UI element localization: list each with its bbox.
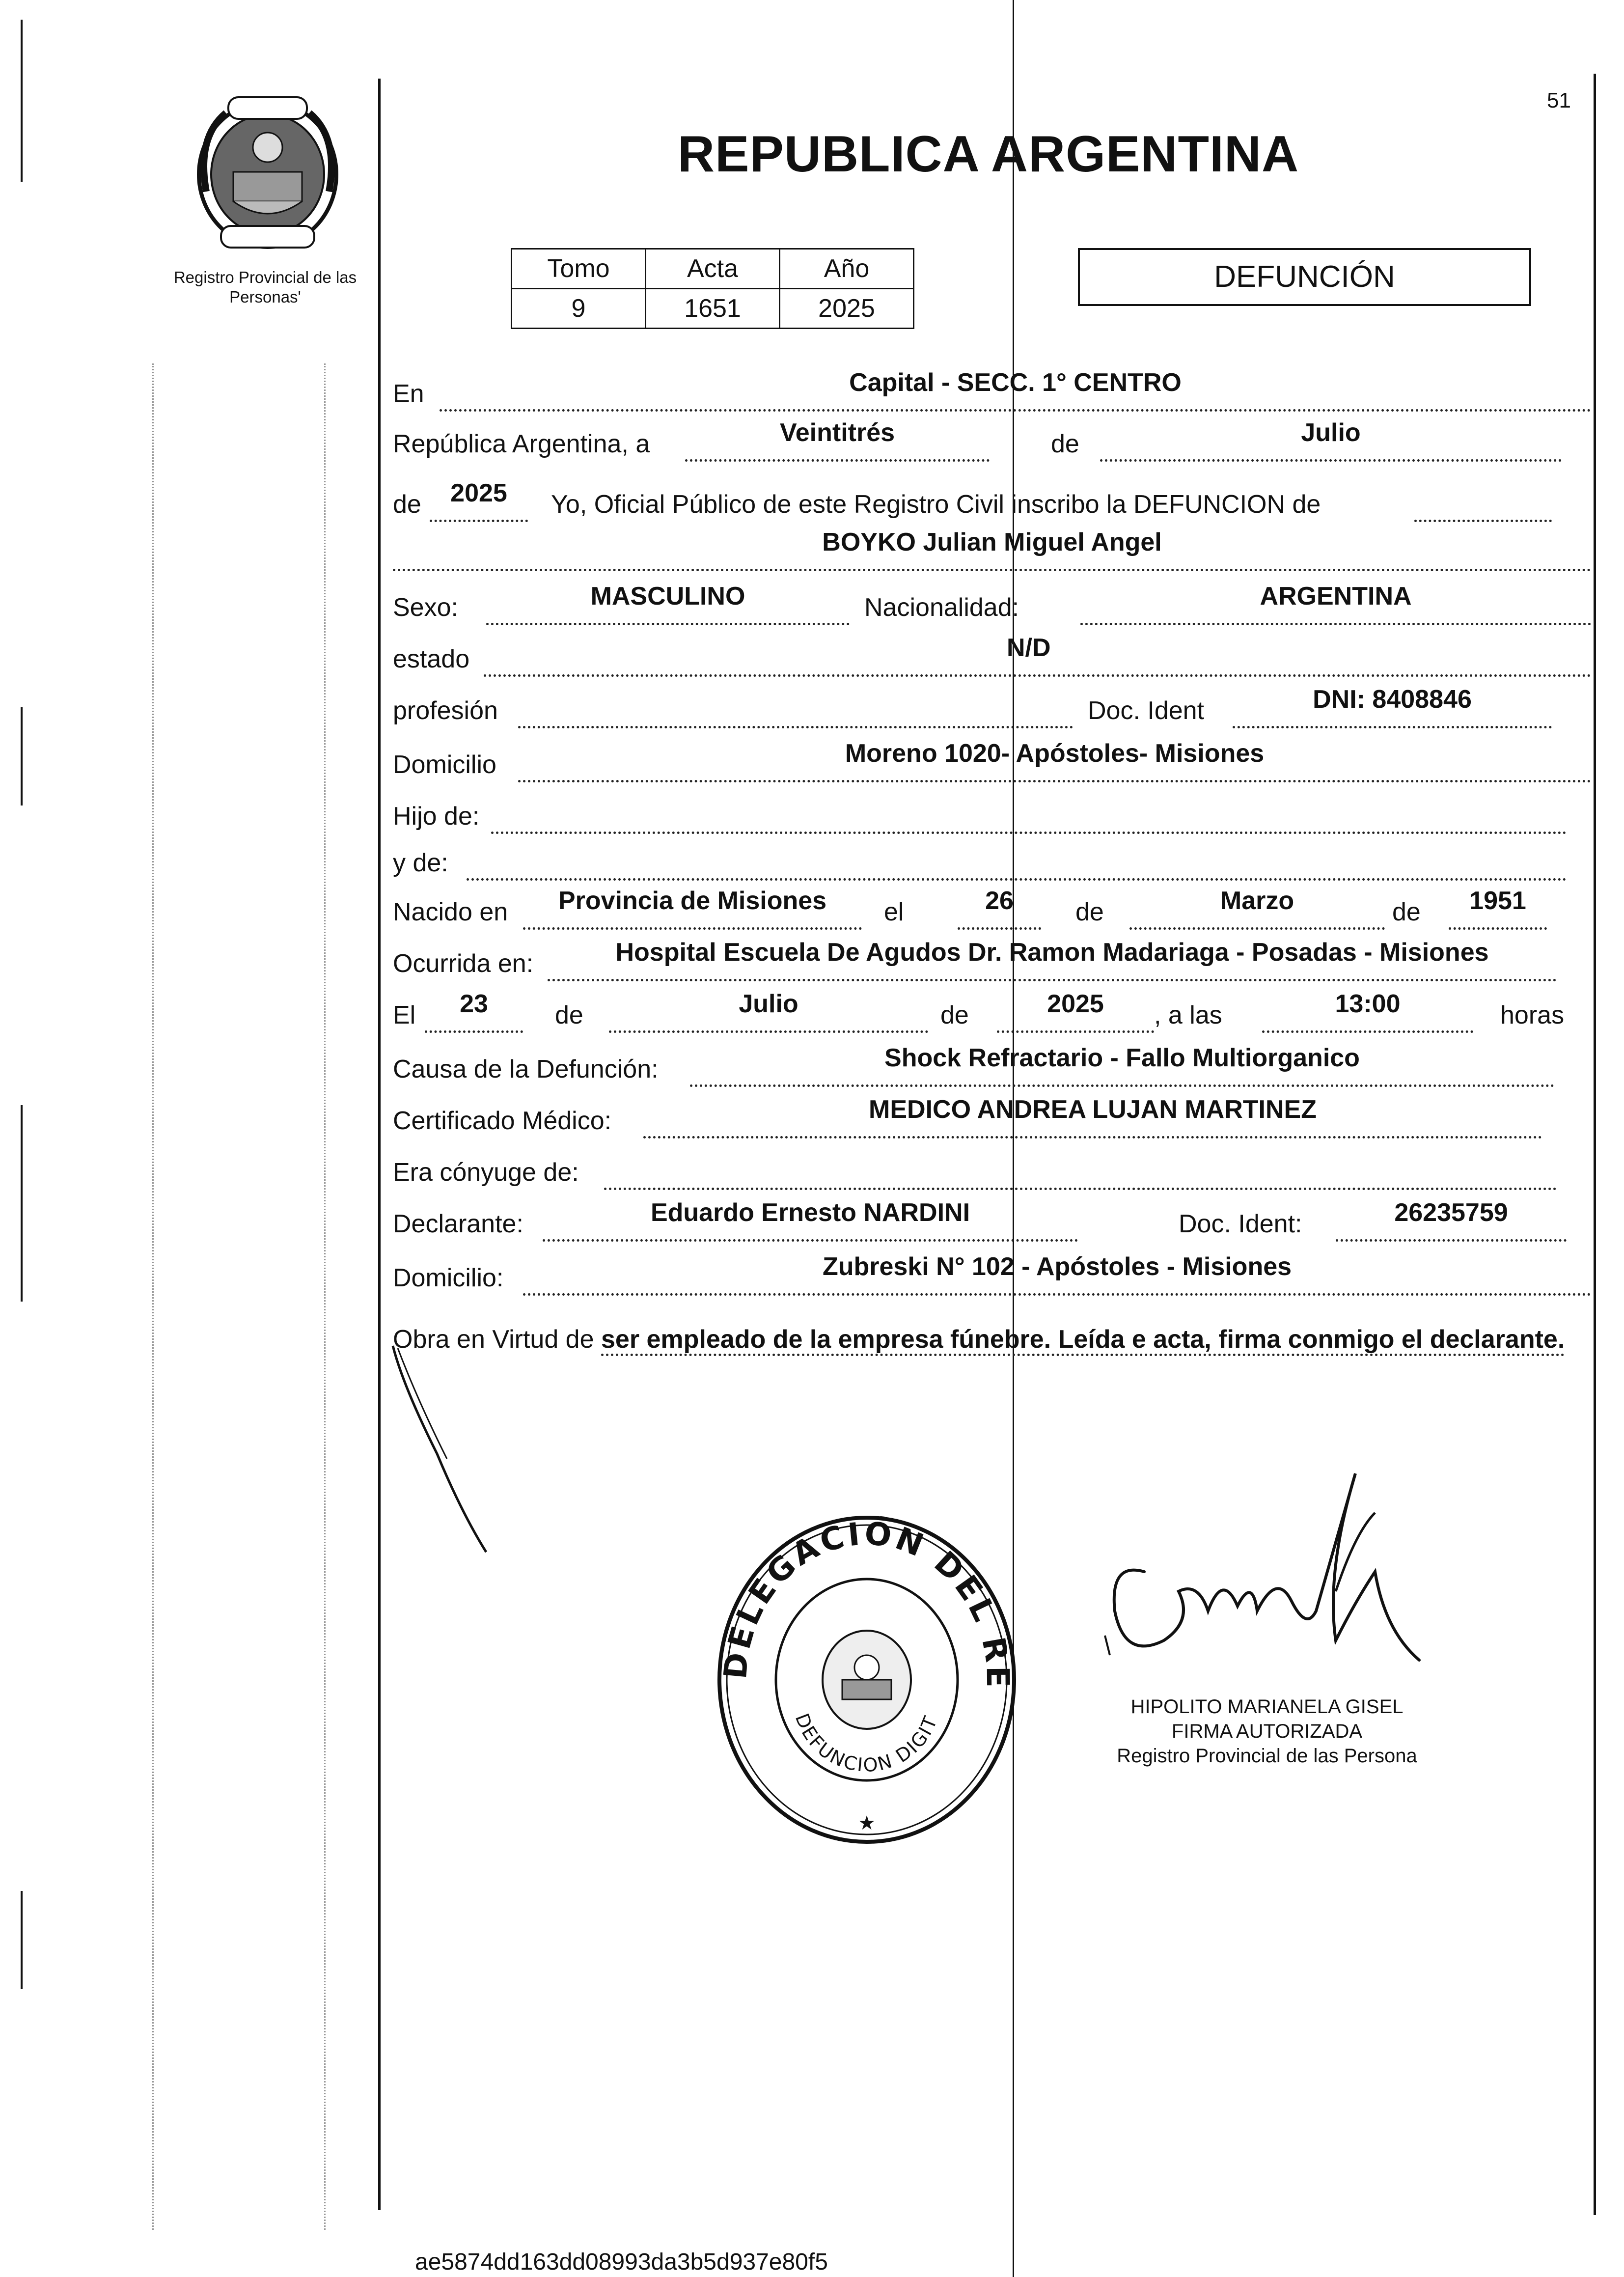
field-declarant <box>543 1198 1078 1242</box>
label-de: de <box>940 1001 969 1029</box>
value-death-time: 13:00 <box>1335 990 1401 1018</box>
field-place <box>440 368 1591 412</box>
ref-value-tomo: 9 <box>512 289 646 329</box>
label-de: de <box>1075 898 1104 926</box>
value-declarant-address: Zubreski N° 102 - Apóstoles - Misiones <box>822 1252 1292 1281</box>
signer-role: FIRMA AUTORIZADA <box>1171 1721 1363 1742</box>
field-cause <box>690 1044 1554 1087</box>
ref-header-anio: Año <box>780 249 914 289</box>
registry-seal <box>712 1510 1021 1849</box>
label-el: el <box>884 898 904 926</box>
value-birth-year: 1951 <box>1469 887 1526 915</box>
label-nacido-en: Nacido en <box>393 898 508 926</box>
row-parent1 <box>393 796 1591 840</box>
field-birth-place <box>523 887 862 930</box>
left-border-line <box>21 707 23 805</box>
field-birth-month <box>1129 887 1385 930</box>
value-day: Veintitrés <box>779 418 895 447</box>
value-birth-place: Provincia de Misiones <box>558 887 827 915</box>
margin-dots <box>324 363 326 2230</box>
label-domicilio: Domicilio <box>393 750 496 779</box>
seal-star: ★ <box>858 1812 876 1834</box>
ref-header-acta: Acta <box>646 249 780 289</box>
row-profession-doc <box>393 685 1591 734</box>
document-title: REPUBLICA ARGENTINA <box>678 126 1299 183</box>
row-deceased-name <box>393 528 1591 577</box>
field-day <box>685 418 990 462</box>
row-address <box>393 739 1591 788</box>
label-en: En <box>393 380 424 408</box>
document-hash: ae5874dd163dd08993da3b5d937e80f5 <box>415 2249 828 2275</box>
label-sexo: Sexo: <box>393 593 458 622</box>
reference-table <box>511 248 914 329</box>
value-birth-day: 26 <box>985 887 1014 915</box>
value-declarant: Eduardo Ernesto NARDINI <box>650 1198 970 1227</box>
field-marital-status <box>484 634 1591 677</box>
field-nationality <box>1080 582 1591 625</box>
row-marital-status <box>393 634 1591 683</box>
form-right-border <box>1594 74 1596 2215</box>
official-statement-text: Yo, Oficial Público de este Registro Civil inscribo la DEFUNCION de <box>551 490 1321 519</box>
value-doc-ident: DNI: 8408846 <box>1313 685 1472 714</box>
field-doc-ident <box>1233 685 1552 728</box>
field-spouse <box>604 1158 1557 1190</box>
field-parent1 <box>491 802 1567 834</box>
row-official-statement <box>393 479 1591 528</box>
label-doc-ident-declarant: Doc. Ident: <box>1179 1210 1302 1238</box>
field-name <box>393 528 1591 571</box>
signer-office: Registro Provincial de las Persona <box>1117 1745 1417 1767</box>
left-border-line <box>21 20 23 182</box>
label-de: de <box>1392 898 1421 926</box>
signer-name: HIPOLITO MARIANELA GISEL <box>1130 1696 1404 1718</box>
field-month <box>1100 418 1562 462</box>
field-death-month <box>609 990 928 1033</box>
value-death-day: 23 <box>460 990 488 1018</box>
field-birth-year <box>1449 887 1547 930</box>
label-hijo-de: Hijo de: <box>393 802 480 831</box>
field-parent2 <box>467 849 1567 881</box>
office-name: Registro Provincial de las Personas' <box>173 268 357 306</box>
field-profession <box>518 696 1073 728</box>
label-de-year: de <box>393 490 421 519</box>
row-death-place <box>393 938 1591 987</box>
value-year: 2025 <box>450 479 507 507</box>
value-name: BOYKO Julian Miguel Angel <box>822 528 1162 556</box>
label-republica: República Argentina, a <box>393 430 650 458</box>
label-conyuge: Era cónyuge de: <box>393 1158 579 1187</box>
signature-block <box>1080 1694 1454 1768</box>
value-place: Capital - SECC. 1° CENTRO <box>849 368 1182 397</box>
row-sex-nationality <box>393 582 1591 631</box>
handwritten-signature <box>1080 1444 1463 1719</box>
ref-value-anio: 2025 <box>780 289 914 329</box>
left-border-line <box>21 1105 23 1302</box>
page-number: 51 <box>1547 88 1571 112</box>
label-declarante: Declarante: <box>393 1210 523 1238</box>
act-type-box: DEFUNCIÓN <box>1078 248 1531 306</box>
value-cause: Shock Refractario - Fallo Multiorganico <box>884 1044 1360 1072</box>
label-obra: Obra en Virtud de <box>393 1325 594 1354</box>
field-death-place <box>548 938 1557 981</box>
label-a-las: , a las <box>1154 1001 1222 1029</box>
field-death-time <box>1262 990 1473 1033</box>
form-left-border <box>378 79 381 2210</box>
obra-paragraph <box>393 1321 1591 1358</box>
row-birth <box>393 887 1591 936</box>
label-ocurrida-en: Ocurrida en: <box>393 949 534 978</box>
field-declarant-doc <box>1336 1198 1567 1242</box>
field-death-year <box>997 990 1154 1033</box>
label-horas: horas <box>1500 1001 1565 1029</box>
row-spouse <box>393 1152 1591 1196</box>
margin-dots <box>152 363 154 2230</box>
row-place <box>393 368 1591 417</box>
label-nacionalidad: Nacionalidad: <box>864 593 1019 622</box>
label-profesion: profesión <box>393 696 498 725</box>
row-declarant <box>393 1198 1591 1248</box>
value-nationality: ARGENTINA <box>1260 582 1412 611</box>
ref-value-acta: 1651 <box>646 289 780 329</box>
value-declarant-doc: 26235759 <box>1394 1198 1508 1227</box>
label-de: de <box>555 1001 583 1029</box>
value-medical-certificate: MEDICO ANDREA LUJAN MARTINEZ <box>869 1095 1317 1124</box>
ref-header-tomo: Tomo <box>512 249 646 289</box>
field-year <box>430 479 528 522</box>
row-parent2 <box>393 842 1591 887</box>
provincial-coat-of-arms <box>187 93 349 250</box>
label-estado: estado <box>393 645 470 673</box>
pen-stroke <box>383 1326 501 1562</box>
label-certificado: Certificado Médico: <box>393 1107 612 1135</box>
label-y-de: y de: <box>393 849 448 877</box>
value-death-month: Julio <box>739 990 798 1018</box>
value-address: Moreno 1020- Apóstoles- Misiones <box>845 739 1265 768</box>
value-death-year: 2025 <box>1047 990 1104 1018</box>
value-birth-month: Marzo <box>1220 887 1294 915</box>
field-birth-day <box>958 887 1041 930</box>
label-doc-ident: Doc. Ident <box>1088 696 1205 725</box>
field-medical-certificate <box>643 1095 1542 1138</box>
value-obra: ser empleado de la empresa fúnebre. Leída e acta, firma conmigo el declarante. <box>601 1325 1565 1356</box>
field-death-day <box>425 990 523 1033</box>
field-address <box>518 739 1591 782</box>
field-continuation <box>1414 490 1552 522</box>
row-death-date <box>393 990 1591 1039</box>
value-death-place: Hospital Escuela De Agudos Dr. Ramon Madariaga - Posadas - Misiones <box>615 938 1489 967</box>
value-month: Julio <box>1301 418 1361 447</box>
seal-inner-text: DEFUNCION DIGIT <box>791 1710 941 1777</box>
value-sex: MASCULINO <box>590 582 745 611</box>
field-declarant-address <box>523 1252 1591 1296</box>
label-el: El <box>393 1001 416 1029</box>
field-sex <box>486 582 850 625</box>
seal-outer-text: DELEGACIÓN DEL RE <box>717 1515 1016 1691</box>
value-marital-status: N/D <box>1007 634 1051 662</box>
row-medical-certificate <box>393 1095 1591 1144</box>
row-cause <box>393 1044 1591 1093</box>
left-border-line <box>21 1891 23 1989</box>
label-domicilio-declarante: Domicilio: <box>393 1264 504 1292</box>
row-declarant-address <box>393 1252 1591 1302</box>
label-causa: Causa de la Defunción: <box>393 1055 659 1083</box>
label-de: de <box>1051 430 1079 458</box>
row-date-registration <box>393 418 1591 468</box>
